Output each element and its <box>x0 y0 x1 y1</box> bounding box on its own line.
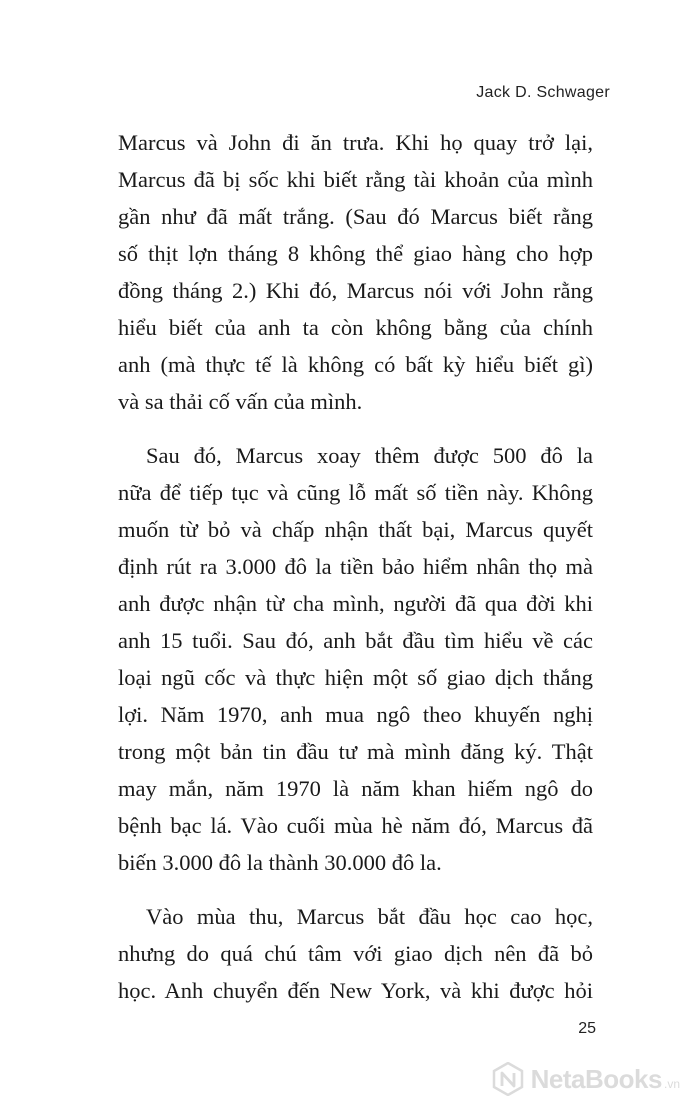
watermark <box>491 1062 680 1096</box>
paragraph-3 <box>118 898 593 1009</box>
paragraph-2 <box>118 437 593 881</box>
running-header-author: Jack D. Schwager <box>476 84 610 101</box>
text-line: biến 3.000 đô la thành 30.000 đô la. <box>118 850 442 875</box>
text-line: định rút ra 3.000 đô la tiền bảo hiểm nhân thọ mà <box>118 554 593 579</box>
text-line: nữa để tiếp tục và cũng lỗ mất số tiền này. Không <box>118 480 593 505</box>
text-line: hiểu biết của anh ta còn không bằng của chính <box>118 315 593 340</box>
text-line: học. Anh chuyển đến New York, và khi được hỏi <box>118 978 593 1003</box>
text-line: anh 15 tuổi. Sau đó, anh bắt đầu tìm hiểu về các <box>118 628 593 653</box>
watermark-text: NetaBooks <box>530 1063 662 1094</box>
text-line: bệnh bạc lá. Vào cuối mùa hè năm đó, Marcus đã <box>118 813 593 838</box>
text-line: nhưng do quá chú tâm với giao dịch nên đã bỏ <box>118 941 593 966</box>
text-line: gần như đã mất trắng. (Sau đó Marcus biết rằng <box>118 204 593 229</box>
text-line: Marcus đã bị sốc khi biết rằng tài khoản của mình <box>118 167 593 192</box>
text-line: Vào mùa thu, Marcus bắt đầu học cao học, <box>146 904 593 929</box>
netabooks-logo-icon <box>491 1062 525 1096</box>
text-line: đồng tháng 2.) Khi đó, Marcus nói với John rằng <box>118 278 593 303</box>
page-number: 25 <box>578 1020 596 1037</box>
text-line: loại ngũ cốc và thực hiện một số giao dịch thắng <box>118 665 593 690</box>
paragraph-1 <box>118 124 593 420</box>
text-line: lợi. Năm 1970, anh mua ngô theo khuyến nghị <box>118 702 593 727</box>
text-line: anh được nhận từ cha mình, người đã qua đời khi <box>118 591 593 616</box>
text-line: Sau đó, Marcus xoay thêm được 500 đô la <box>146 443 593 468</box>
text-line: muốn từ bỏ và chấp nhận thất bại, Marcus quyết <box>118 517 593 542</box>
text-line: anh (mà thực tế là không có bất kỳ hiểu biết gì) <box>118 352 593 377</box>
text-line: và sa thải cố vấn của mình. <box>118 389 363 414</box>
text-line: số thịt lợn tháng 8 không thể giao hàng cho hợp <box>118 241 593 266</box>
watermark-suffix: .vn <box>663 1077 680 1091</box>
body-text <box>118 124 593 1009</box>
text-line: Marcus và John đi ăn trưa. Khi họ quay trở lại, <box>118 130 593 155</box>
text-line: trong một bản tin đầu tư mà mình đăng ký. Thật <box>118 739 593 764</box>
text-line: may mắn, năm 1970 là năm khan hiếm ngô do <box>118 776 593 801</box>
